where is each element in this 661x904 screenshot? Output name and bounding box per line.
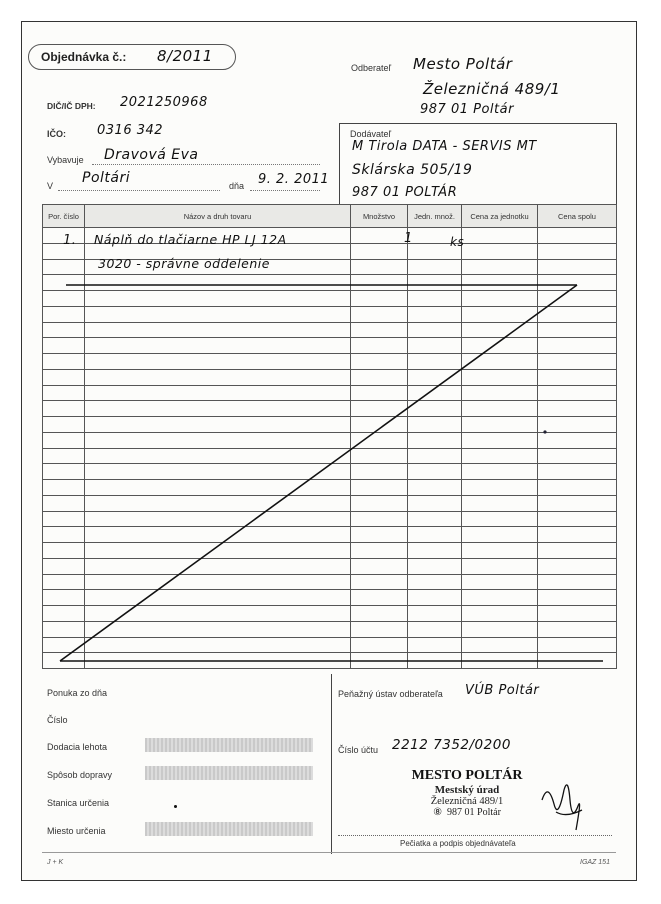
ponuka-label: Ponuka zo dňa [47, 688, 108, 698]
ink-dot [543, 430, 546, 433]
order-label: Objednávka č.: [41, 50, 127, 64]
sposob-shade [145, 766, 313, 780]
signature-caption: Pečiatka a podpis objednávateľa [400, 839, 516, 848]
row1-name1: Náplň do tlačiarne HP LJ 12A [94, 232, 287, 247]
odberatel-line2: Železničná 489/1 [423, 80, 561, 98]
row1-unit: ks [450, 235, 465, 249]
v-label: V [47, 181, 54, 191]
bank-label: Peňažný ústav odberateľa [338, 689, 443, 699]
odberatel-line3: 987 01 Poltár [420, 102, 514, 117]
odberatel-line1: Mesto Poltár [413, 55, 513, 73]
cislo-label: Číslo [47, 715, 68, 725]
vybavuje-label: Vybavuje [47, 155, 84, 165]
v-value: Poltári [82, 170, 131, 186]
bottom-right-code: IGAZ 151 [580, 859, 610, 866]
dna-value: 9. 2. 2011 [258, 172, 330, 187]
ico-label: IČO: [47, 129, 66, 139]
bottom-left-code: J + K [47, 859, 64, 866]
col-unit: Jedn. množ. [408, 205, 462, 228]
row1-por: 1. [63, 233, 77, 248]
dodacia-shade [145, 738, 313, 752]
account-value: 2212 7352/0200 [392, 737, 511, 753]
col-name: Názov a druh tovaru [85, 205, 351, 228]
dodavatel-line1: M Tirola DATA - SERVIS MT [352, 139, 537, 154]
stanica-label: Stanica určenia [47, 798, 110, 808]
ico-value: 0316 342 [97, 123, 164, 138]
odberatel-label: Odberateľ [351, 63, 392, 73]
signature-line [338, 835, 612, 836]
account-label: Číslo účtu [338, 745, 379, 755]
dodavatel-line2: Sklárska 505/19 [352, 162, 473, 178]
dic-value: 2021250968 [120, 95, 208, 110]
vybavuje-value: Dravová Eva [104, 147, 199, 163]
sposob-label: Spôsob dopravy [47, 770, 113, 780]
footer-divider [331, 674, 332, 854]
dodacia-label: Dodacia lehota [47, 742, 108, 752]
dic-label: DIČ/IČ DPH: [47, 101, 96, 111]
order-number: 8/2011 [157, 47, 213, 65]
strike-diagonal-line [60, 285, 577, 661]
stamp-line1: Mestský úrad [434, 784, 500, 796]
miesto-shade [145, 822, 313, 836]
stamp-title: MESTO POLTÁR [411, 768, 523, 783]
row1-qty: 1 [404, 231, 413, 246]
miesto-label: Miesto určenia [47, 826, 106, 836]
row1-name2: 3020 - správne oddelenie [98, 256, 270, 271]
bottom-rule [42, 852, 616, 853]
stamp-emblem-icon: ⑧ [433, 807, 443, 818]
stamp-line3: 987 01 Poltár [447, 807, 501, 818]
dna-label: dňa [229, 181, 245, 191]
signature [538, 770, 586, 840]
city-stamp [392, 768, 542, 818]
stanica-dot [174, 805, 177, 808]
bank-value: VÚB Poltár [465, 683, 540, 698]
dodavatel-label: Dodávateľ [350, 129, 392, 139]
dodavatel-line3: 987 01 POLTÁR [352, 185, 458, 200]
stamp-line2: Železničná 489/1 [430, 796, 504, 807]
col-total: Cena spolu [538, 205, 617, 228]
col-por: Por. číslo [43, 205, 85, 228]
col-price: Cena za jednotku [462, 205, 538, 228]
col-qty: Množstvo [351, 205, 408, 228]
